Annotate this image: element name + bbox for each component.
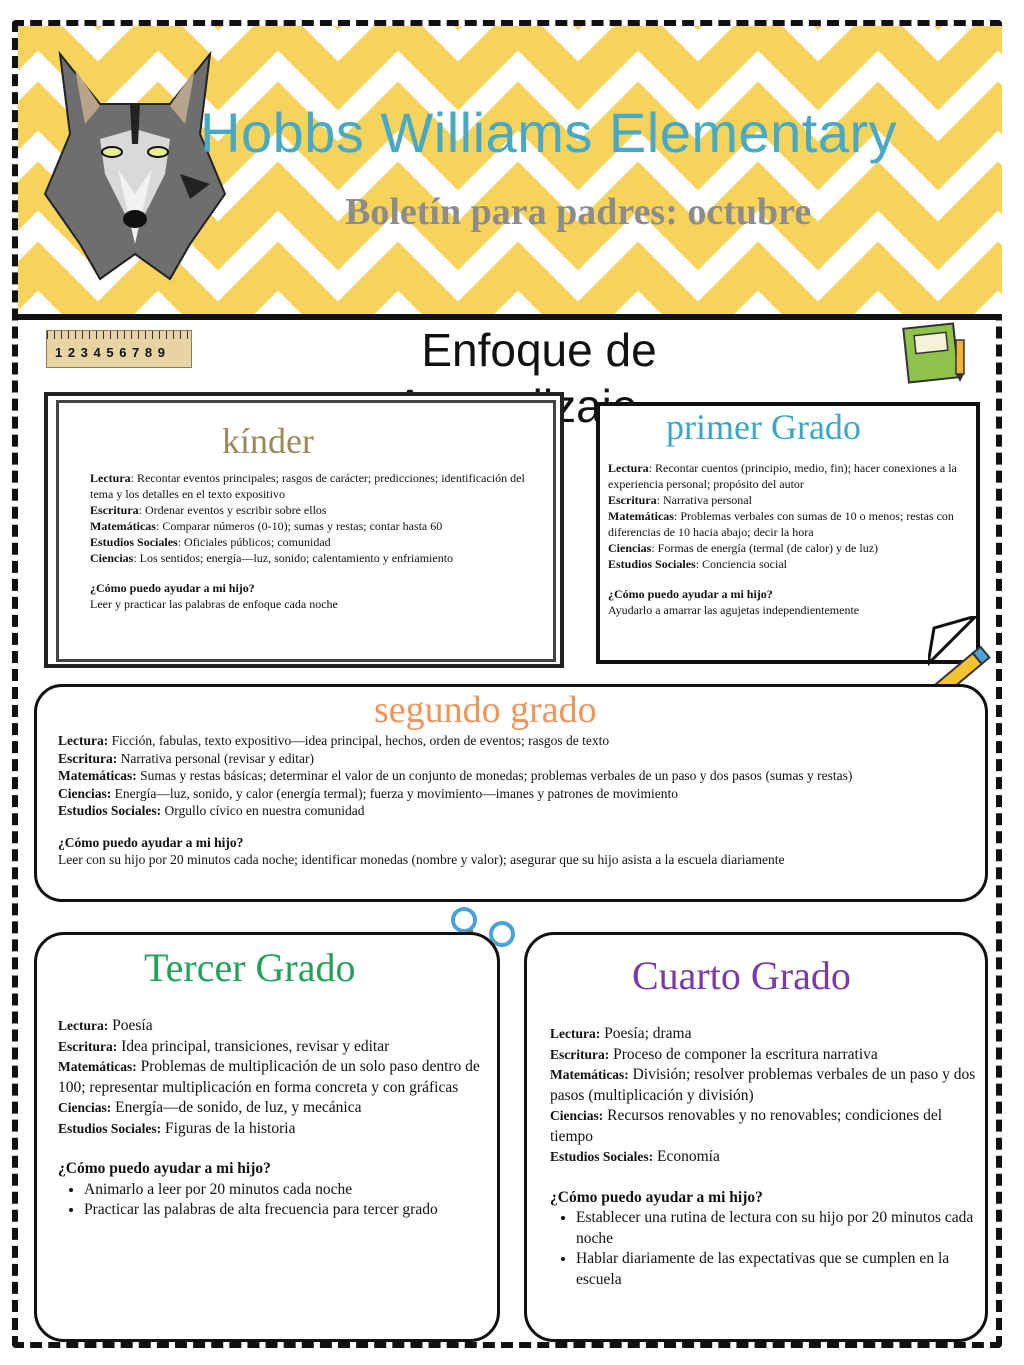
cuarto-item-matematicas: Matemáticas: División; resolver problemas verbales de un paso y dos pasos (multiplicación y división) — [550, 1066, 976, 1104]
primer-item-lectura: Lectura: Recontar cuentos (principio, medio, fin); hacer conexiones a la experiencia personal; propósito del autor — [608, 461, 957, 491]
kinder-content — [90, 470, 540, 612]
segundo-title: segundo grado — [374, 689, 597, 731]
tercer-item-estudios: Estudios Sociales: Figuras de la historia — [58, 1119, 296, 1137]
primer-help-answer: Ayudarlo a amarrar las agujetas independientemente — [608, 603, 860, 617]
list-item: • Establecer una rutina de lectura con su hijo por 20 minutos cada noche — [576, 1208, 978, 1249]
list-item: • Practicar las palabras de alta frecuencia para tercer grado — [84, 1200, 488, 1221]
header-divider — [18, 314, 1002, 320]
tercer-item-ciencias: Ciencias: Energía—de sonido, de luz, y mecánica — [58, 1099, 362, 1116]
primer-title: primer Grado — [666, 407, 861, 447]
segundo-item-lectura: Lectura: Ficción, fabulas, texto expositivo—idea principal, hechos, orden de eventos; rasgos de texto — [58, 733, 610, 748]
kinder-item-matematicas: Matemáticas: Comparar números (0-10); sumas y restas; contar hasta 60 — [90, 519, 443, 533]
kinder-item-ciencias: Ciencias: Los sentidos; energía—luz, sonido; calentamiento y enfriamiento — [90, 551, 454, 565]
primer-help-question: ¿Cómo puedo ayudar a mi hijo? — [608, 587, 773, 601]
primer-item-matematicas: Matemáticas: Problemas verbales con sumas de 10 o menos; restas con diferencias de 10 hacia abajo; decir la hora — [608, 509, 954, 539]
list-item: • Hablar diariamente de las expectativas que se cumplen en la escuela — [576, 1249, 978, 1290]
segundo-item-matematicas: Matemáticas: Sumas y restas básicas; determinar el valor de un conjunto de monedas; problemas verbales de un paso y dos pasos (sumas y restas) — [58, 768, 853, 783]
tercer-item-escritura: Escritura: Idea principal, transiciones, revisar y editar — [58, 1037, 390, 1055]
cuarto-item-estudios: Estudios Sociales: Economía — [550, 1148, 720, 1165]
segundo-item-ciencias: Ciencias: Energía—luz, sonido, y calor (energía termal); fuerza y movimiento—imanes y patrones de movimiento — [58, 785, 678, 801]
segundo-content — [58, 732, 978, 869]
segundo-help-answer: Leer con su hijo por 20 minutos cada noche; identificar monedas (nombre y valor); asegurar que su hijo asista a la escuela diariamente — [58, 852, 785, 867]
cuarto-help-question: ¿Cómo puedo ayudar a mi hijo? — [550, 1188, 763, 1206]
kinder-help-question: ¿Cómo puedo ayudar a mi hijo? — [90, 581, 255, 595]
cuarto-item-ciencias: Ciencias: Recursos renovables y no renovables; condiciones del tiempo — [550, 1107, 943, 1145]
newsletter-subtitle: Boletín para padres: octubre — [345, 191, 812, 233]
cuarto-content — [550, 1024, 978, 1290]
segundo-item-estudios: Estudios Sociales: Orgullo cívico en nuestra comunidad — [58, 803, 365, 818]
cuarto-help-list — [550, 1208, 978, 1290]
primer-item-escritura: Escritura: Narrativa personal — [608, 493, 752, 507]
kinder-item-estudios: Estudios Sociales: Oficiales públicos; comunidad — [90, 535, 331, 549]
kinder-item-escritura: Escritura: Ordenar eventos y escribir sobre ellos — [90, 503, 327, 517]
tercer-help-question: ¿Cómo puedo ayudar a mi hijo? — [58, 1160, 271, 1177]
tercer-help-list — [58, 1180, 488, 1221]
tercer-item-matematicas: Matemáticas: Problemas de multiplicación de un solo paso dentro de 100; representar multiplicación en forma concreta y con gráficas — [58, 1058, 480, 1096]
list-item: • Animarlo a leer por 20 minutos cada noche — [84, 1180, 488, 1201]
cuarto-item-lectura: Lectura: Poesía; drama — [550, 1025, 692, 1042]
primer-item-estudios: Estudios Sociales: Conciencia social — [608, 557, 787, 571]
tercer-title: Tercer Grado — [144, 945, 356, 990]
kinder-title: kínder — [222, 421, 314, 461]
kinder-help-answer: Leer y practicar las palabras de enfoque cada noche — [90, 597, 338, 611]
cuarto-title: Cuarto Grado — [632, 953, 851, 998]
primer-item-ciencias: Ciencias: Formas de energía (termal (de calor) y de luz) — [608, 541, 879, 555]
ruler-numbers: 1 2 3 4 5 6 7 8 9 — [55, 345, 166, 360]
tercer-item-lectura: Lectura: Poesía — [58, 1017, 153, 1034]
segundo-help-question: ¿Cómo puedo ayudar a mi hijo? — [58, 834, 244, 850]
cuarto-item-escritura: Escritura: Proceso de componer la escritura narrativa — [550, 1045, 878, 1063]
school-name: Hobbs Williams Elementary — [200, 101, 898, 164]
ruler-icon — [46, 330, 192, 368]
learning-focus-title: Enfoque de — [421, 324, 657, 376]
notebook-icon — [900, 322, 972, 384]
tercer-content — [58, 1016, 488, 1221]
primer-content — [608, 460, 968, 618]
kinder-item-lectura: Lectura: Recontar eventos principales; rasgos de carácter; predicciones; identificación del tema y los detalles en el texto expositivo — [90, 471, 525, 501]
segundo-item-escritura: Escritura: Narrativa personal (revisar y editar) — [58, 750, 315, 766]
